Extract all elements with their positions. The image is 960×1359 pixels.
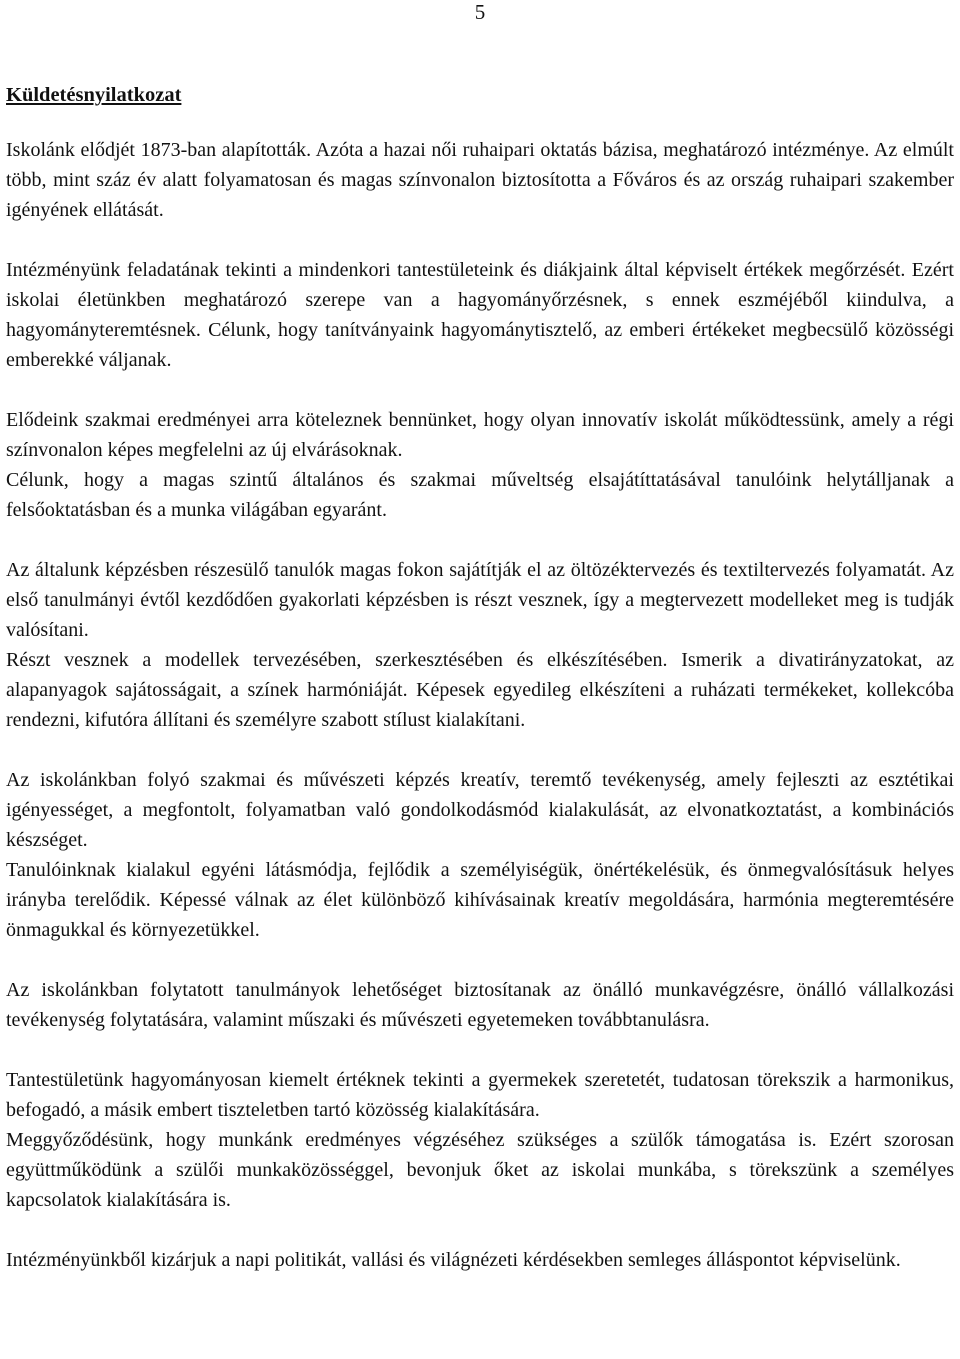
page-title: Küldetésnyilatkozat (6, 84, 182, 106)
paragraph-values: Intézményünk feladatának tekinti a mindenkori tantestületeink és diákjaink által képviselt értékek megőrzését. Ezért iskolai életünkben meghatározó szerepe van a hagyományőrzésnek, s ennek eszméjéből kiindulva, a hagyományteremtésnek. Célunk, hogy tanítványaink hagyománytisztelő, az emberi értékeket megbecsülő közösségi emberekké váljanak. (6, 259, 954, 371)
page-number: 5 (474, 0, 486, 24)
paragraph-personal-growth: Tanulóinknak kialakul egyéni látásmódja, fejlődik a személyiségük, önértékelésük, és önmegvalósításuk helyes irányba terelődik. Képessé válnak az élet különböző kihívásainak kreatív megoldására, harmónia megteremtésére önmagukkal és környezetükkel. (6, 859, 954, 941)
paragraph-parents: Meggyőződésünk, hogy munkánk eredményes végzéséhez szükséges a szülők támogatása is. Ezért szorosan együttműködünk a szülői munkaközösséggel, bevonjuk őket az iskolai munkába, s törekszünk a személyes kapcsolatok kialakítására is. (6, 1129, 954, 1211)
paragraph-neutrality: Intézményünkből kizárjuk a napi politikát, vallási és világnézeti kérdésekben semleges álláspontot képviselünk. (6, 1249, 901, 1271)
paragraph-design-skills: Részt vesznek a modellek tervezésében, szerkesztésében és elkészítésében. Ismerik a divatirányzatokat, az alapanyagok sajátosságait, a színek harmóniáját. Képesek egyedileg elkészíteni a ruházati termékeket, kollekcóba rendezni, kifutóra állítani és személyre szabott stílust kialakítani. (6, 649, 954, 731)
paragraph-innovation: Elődeink szakmai eredményei arra köteleznek bennünket, hogy olyan innovatív iskolát működtessünk, amely a régi színvonalon képes megfelelni az új elvárásoknak. (6, 409, 954, 461)
paragraph-community: Tantestületünk hagyományosan kiemelt értéknek tekinti a gyermekek szeretetét, tudatosan törekszik a harmonikus, befogadó, a másik embert tiszteletben tartó közösség kialakítására. (6, 1069, 954, 1121)
paragraph-career-paths: Az iskolánkban folytatott tanulmányok lehetőséget biztosítanak az önálló munkavégzésre, önálló vállalkozási tevékenység folytatására, valamint műszaki és művészeti egyetemeken továbbtanulásra. (6, 979, 954, 1031)
paragraph-training: Az általunk képzésben részesülő tanulók magas fokon sajátítják el az öltözéktervezés és textiltervezés folyamatát. Az első tanulmányi évtől kezdődően gyakorlati képzésben is részt vesznek, így a megtervezett modelleket meg is tudják valósítani. (6, 559, 954, 641)
paragraph-history: Iskolánk elődjét 1873-ban alapították. Azóta a hazai női ruhaipari oktatás bázisa, meghatározó intézménye. Az elmúlt több, mint száz év alatt folyamatosan és magas színvonalon biztosította a Főváros és az ország ruhaipari szakember igényének ellátását. (6, 139, 954, 221)
paragraph-goals: Célunk, hogy a magas szintű általános és szakmai műveltség elsajátíttatásával tanulóink helytálljanak a felsőoktatásban és a munka világában egyaránt. (6, 469, 954, 521)
document-body (6, 80, 954, 1275)
paragraph-creative-education: Az iskolánkban folyó szakmai és művészeti képzés kreatív, teremtő tevékenység, amely fejleszti az esztétikai igényességet, a megfontolt, folyamatban való gondolkodásmód kialakulását, az elvonatkoztatást, a kombinációs készséget. (6, 769, 954, 851)
